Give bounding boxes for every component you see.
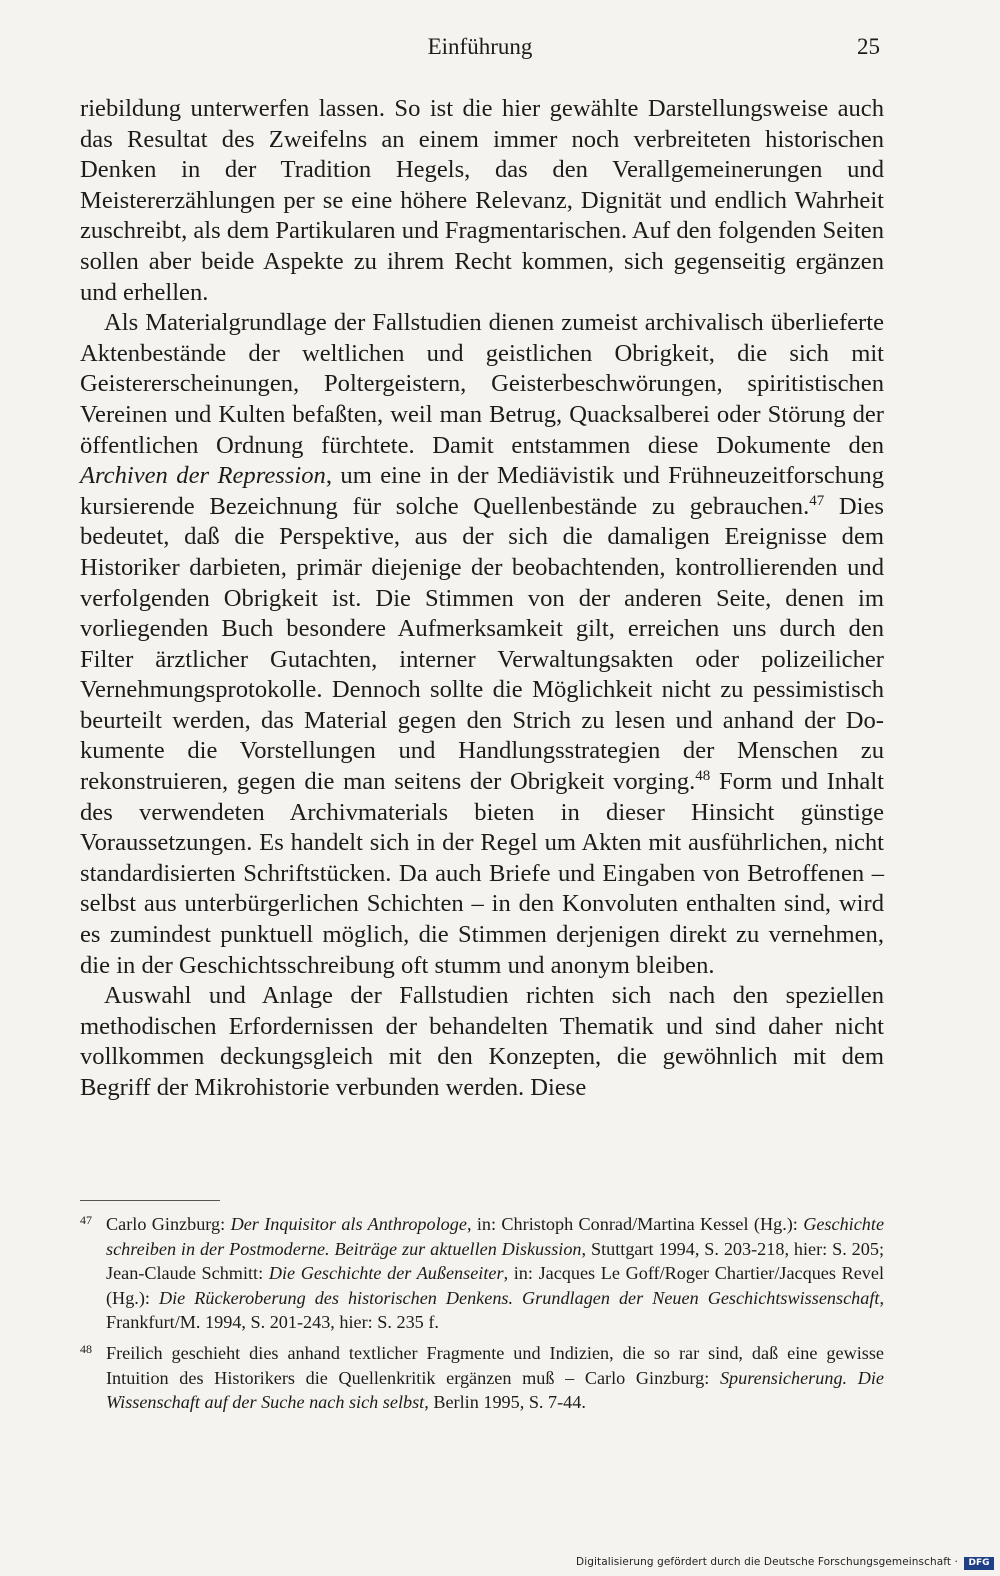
footnote xyxy=(80,1341,884,1415)
paragraph-2 xyxy=(80,308,884,981)
footnote-italic-segment: Spurensicherung. Die Wissenschaft auf der Suche nach sich selbst xyxy=(106,1367,884,1413)
footnote-italic-segment: Die Rückeroberung des historischen Denkens. Grundlagen der Neuen Geschichtswissenschaft xyxy=(158,1287,880,1308)
footnote-text xyxy=(106,1214,884,1332)
footnote-segment: Carlo Ginzburg: xyxy=(106,1214,231,1234)
footnote-segment: , in: Christoph Conrad/Martina Kessel (Hg.): xyxy=(466,1214,804,1234)
footnote-ref-47[interactable]: 47 xyxy=(809,492,825,509)
running-title: Einführung xyxy=(427,34,533,59)
footnote-text xyxy=(106,1343,884,1412)
funding-notice: Digitalisierung gefördert durch die Deutsche Forschungsgemeinschaft · xyxy=(576,1556,958,1568)
footnote-number: 48 xyxy=(80,1341,92,1356)
footnote-italic-segment: Geschichte schreiben in der Postmoderne. Beiträge zur aktuellen Diskussion xyxy=(106,1214,885,1259)
footnote-italic-segment: Der Inquisitor als Anthropologe xyxy=(230,1214,467,1234)
footnote-number: 47 xyxy=(80,1213,92,1227)
paragraph-2-text-d: Form und Inhalt des verwendeten Archivmaterials bieten in dieser Hinsicht günstige Voraussetzungen. Es handelt sich in der Regel um Akten mit ausführlichen, nicht standardisierten Schriftstücken. Da auch Briefe und Eingaben von Betroffenen – selbst aus unterbürgerlichen Schichten – in den Konvoluten enthalten sind, wird es zumindest punktuell möglich, die Stimmen derjenigen direkt zu vernehmen, die in der Geschichtsschreibung oft stumm und anonym bleiben. xyxy=(80,768,884,979)
running-header xyxy=(80,34,880,68)
paragraph-2-text-a: Als Materialgrundlage der Fallstudien dienen zumeist archivalisch überlieferte Aktenbestände der weltlichen und geistlichen Obrigkeit, die sich mit Geistererscheinungen, Poltergeistern, Geisterbeschwörungen, spiritistischen Vereinen und Kulten befaßten, weil man Betrug, Quacksalberei oder Störung der öffentlichen Ordnung fürchtete. Damit entstammen diese Dokumente den xyxy=(80,309,884,459)
emphasis-archiven-der-repression: Archiven der Repression xyxy=(80,462,326,490)
footnote-segment: Freilich geschieht dies anhand textlicher Fragmente und Indizien, die so rar sind, daß eine gewisse Intuition des Historikers die Quellenkritik ergänzen muß – Carlo Ginzburg: xyxy=(106,1342,884,1388)
footnote-segment: , Frankfurt/M. 1994, S. 201-243, hier: S. 235 f. xyxy=(106,1287,884,1333)
footnote-italic-segment: Die Geschichte der Außenseiter xyxy=(268,1263,504,1284)
footnote xyxy=(80,1212,884,1335)
footnote-divider xyxy=(80,1200,220,1201)
footnote-segment: , Berlin 1995, S. 7-44. xyxy=(424,1392,586,1413)
footnote-segment: , Stuttgart 1994, S. 203-218, hier: S. 205; Jean-Claude Schmitt: xyxy=(106,1238,884,1284)
footnotes xyxy=(80,1212,884,1421)
paragraph-1: riebildung unterwerfen lassen. So ist die hier gewählte Darstellungsweise auch das Resultat des Zweifelns an einem immer noch verbreiteten historischen Denken in der Tradition Hegels, das den Verallgemeinerungen und Meistererzählungen per se eine höhere Relevanz, Dignität und endlich Wahrheit zuschreibt, als dem Partikularen und Fragmentarischen. Auf den folgenden Seiten sollen aber beide Aspekte zu ihrem Recht kommen, sich gegenseitig ergänzen und erhellen. xyxy=(80,95,884,306)
paragraph-3: Auswahl und Anlage der Fallstudien richten sich nach den speziellen methodischen Erfordernissen der behandelten Thematik und sind daher nicht vollkommen deckungsgleich mit den Konzepten, die gewöhnlich mit dem Begriff der Mikrohistorie verbunden werden. Diese xyxy=(80,982,884,1101)
footnote-segment: , in: Jacques Le Goff/Roger Chartier/Jacques Revel (Hg.): xyxy=(106,1263,885,1308)
dfg-logo: DFG xyxy=(964,1557,994,1570)
page-number: 25 xyxy=(857,34,880,59)
footnote-ref-48[interactable]: 48 xyxy=(695,768,711,785)
paragraph-2-text-c: Dies bedeutet, daß die Perspektive, aus der sich die damaligen Ereignisse dem Historiker darbieten, primär diejenige der beobachtenden, kontrollierenden und verfolgenden Obrigkeit ist. Die Stimmen von der anderen Seite, denen im vorliegenden Buch besondere Aufmerksamkeit gilt, erreichen uns durch den Filter ärztlicher Gutachten, interner Verwaltungsakten oder polizeilicher Vernehmungsprotokolle. Dennoch sollte die Möglichkeit nicht zu pessimistisch beurteilt werden, das Material gegen den Strich zu lesen und anhand der Dokumente die Vorstellungen und Handlungsstrategien der Menschen zu rekonstruieren, gegen die man seitens der Obrigkeit vorging. xyxy=(80,492,885,796)
paragraph-2-text-b: , um eine in der Mediävistik und Frühneuzeitforschung kursierende Bezeichnung für solche Quellenbestände zu gebrauchen. xyxy=(80,462,884,520)
body-text xyxy=(80,94,884,1104)
